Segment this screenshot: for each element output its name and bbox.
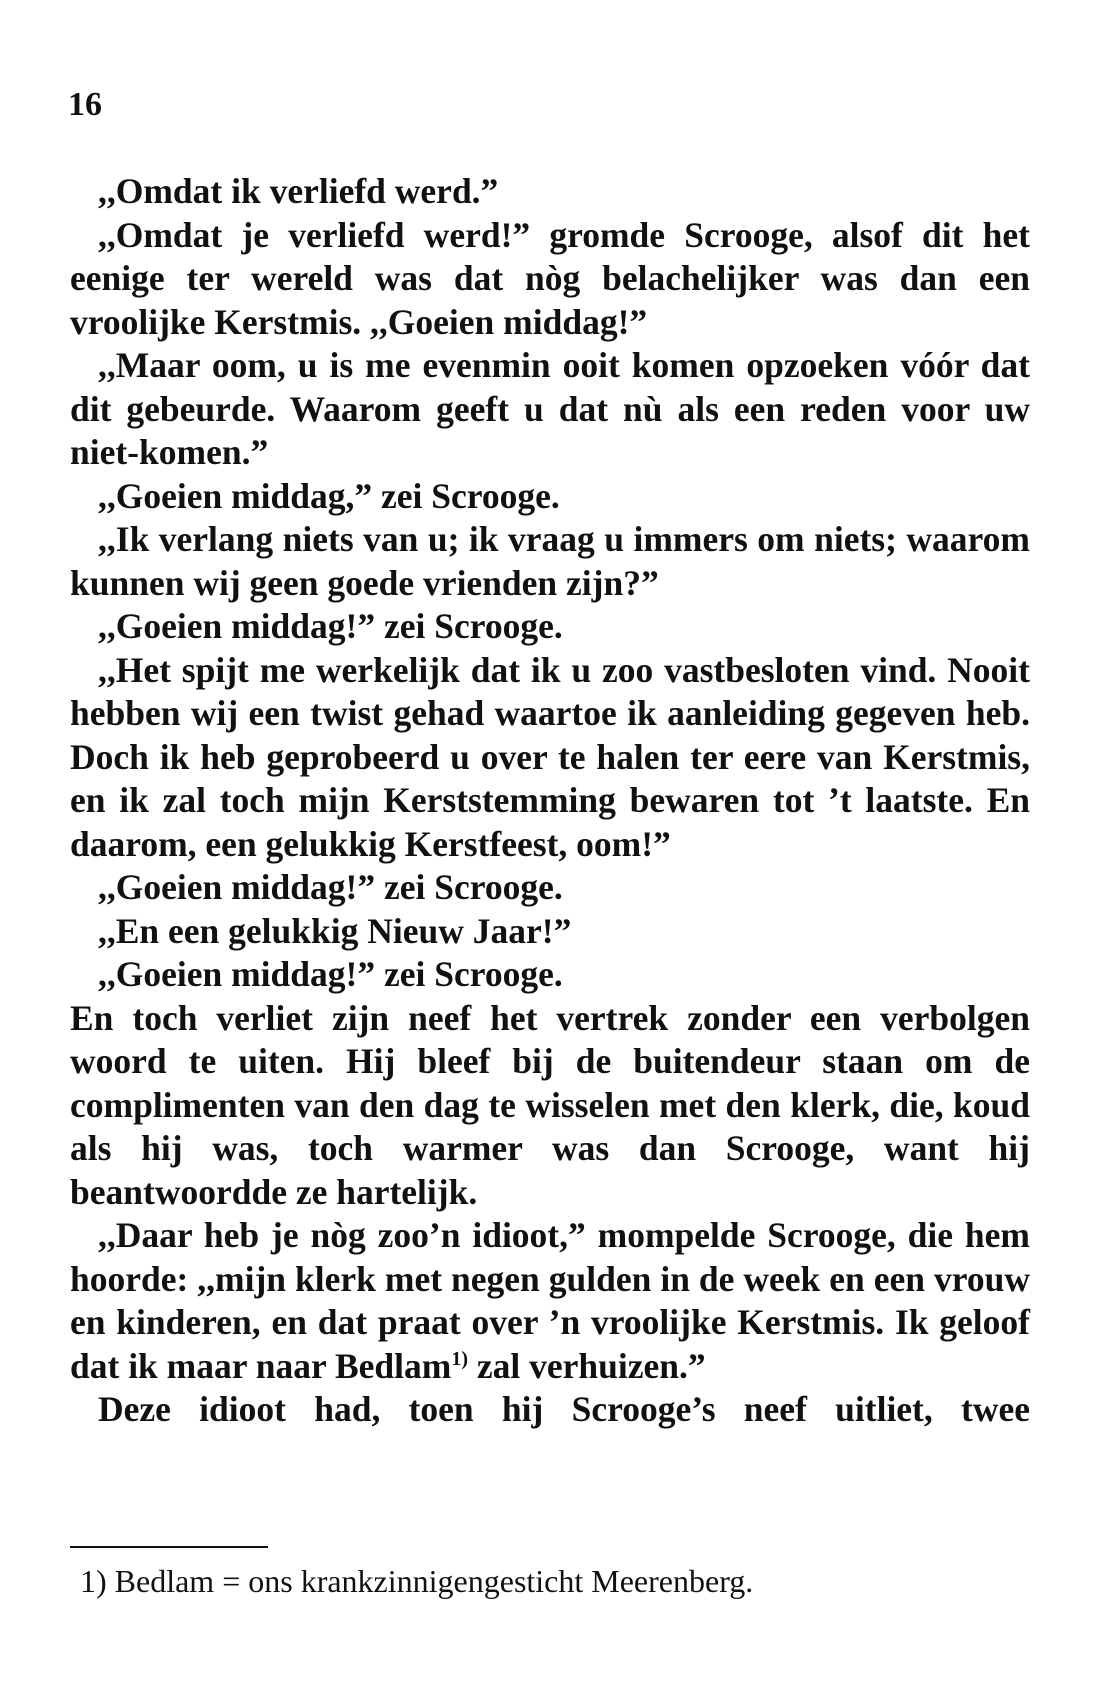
footnote-text: Bedlam = ons krankzinnigengesticht Meerenberg. bbox=[114, 1563, 754, 1599]
paragraph: Deze idioot had, toen hij Scrooge’s neef uitliet, twee bbox=[98, 1389, 1030, 1429]
main-text bbox=[70, 170, 1030, 1432]
paragraph: ,,Goeien middag,” zei Scrooge. bbox=[98, 475, 560, 516]
paragraph: ,,Omdat ik verliefd werd.” bbox=[98, 171, 499, 211]
paragraph: ,,Goeien middag!” zei Scrooge. bbox=[98, 867, 563, 907]
footnote bbox=[80, 1562, 1030, 1600]
paragraph: ,,Ik verlang niets van u; ik vraag u immers om niets; waarom kunnen wij geen goede vrienden zijn?” bbox=[70, 519, 1030, 603]
footnote-reference: 1) bbox=[451, 1347, 469, 1370]
paragraph-text: ,,Daar heb je nòg zoo’n idioot,” mompelde Scrooge, die hem hoorde: ,,mijn klerk met negen gulden in de week en een vrouw en kinderen, en dat praat over ’n vroolijke Kerstmis. Ik geloof dat ik maar naar bbox=[70, 1215, 1030, 1386]
paragraph-text: zal verhuizen.” bbox=[476, 1345, 706, 1386]
footnote-mark: 1) bbox=[80, 1563, 107, 1599]
footnote-ref-word: Bedlam bbox=[334, 1345, 452, 1386]
paragraph: ,,Goeien middag!” zei Scrooge. bbox=[98, 606, 563, 646]
paragraph: ,,En een gelukkig Nieuw Jaar!” bbox=[98, 910, 572, 951]
footnote-divider bbox=[70, 1546, 268, 1548]
paragraph: ,,Maar oom, u is me evenmin ooit komen opzoeken vóór dat dit gebeurde. Waarom geeft u dat nù als een reden voor uw niet-komen.” bbox=[70, 345, 1030, 472]
paragraph: ,,Omdat je verliefd werd!” gromde Scrooge, alsof dit het eenige ter wereld was dat nòg belachelijker was dan een vroolijke Kerstmis. ,,Goeien middag!” bbox=[70, 214, 1030, 342]
paragraph: ,,Goeien middag!” zei Scrooge. bbox=[98, 954, 563, 994]
page-number: 16 bbox=[68, 86, 102, 123]
paragraph: ,,Het spijt me werkelijk dat ik u zoo vastbesloten vind. Nooit hebben wij een twist gehad waartoe ik aanleiding gegeven heb. Doch ik heb geprobeerd u over te halen ter eere van Kerstmis, en ik zal toch mijn Kerststemming bewaren tot ’t laatste. En daarom, een gelukkig Kerstfeest, oom!” bbox=[70, 649, 1030, 864]
paragraph-with-footnote bbox=[70, 1214, 1030, 1388]
paragraph: En toch verliet zijn neef het vertrek zonder een verbolgen woord te uiten. Hij bleef bij de buitendeur staan om de complimenten van den dag te wisselen met den klerk, die, koud als hij was, toch warmer was dan Scrooge, want hij beantwoordde ze hartelijk. bbox=[70, 997, 1030, 1212]
